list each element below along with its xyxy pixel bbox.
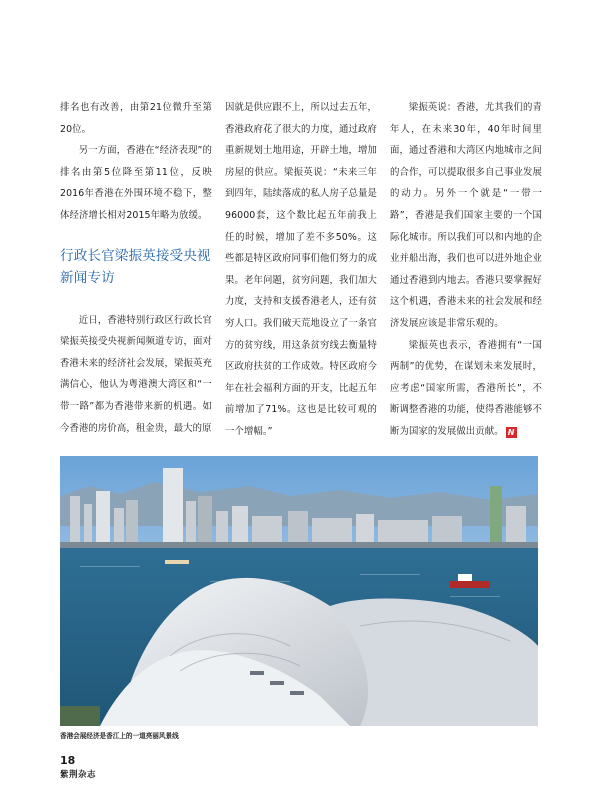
- paragraph: 梁振英说：香港，尤其我们的青年人，在未来30年，40年时间里面，通过香港和大湾区内地城市之间的合作，可以提取很多自己事业发展的动力。另外一个就是“一带一路”，香港是我们国家主要的一个国际化城市。所以我们可以和内地的企业并船出海，我们也可以进外地企业通过香港到内地去。香港只要掌握好这个机遇，香港未来的社会发展和经济发展应该是非常乐观的。: [390, 102, 542, 329]
- column-2: [225, 97, 377, 443]
- photo-caption: 香港会展经济是香江上的一道亮丽风景线: [60, 732, 179, 740]
- paragraph-text: 梁振英也表示，香港拥有“一国两制”的优势，在谋划未来发展时，应考虑“国家所需，香港所长”，不断调整香港的功能，使得香港能够不断为国家的发展做出贡献。: [390, 339, 542, 437]
- paragraph: 另一方面，香港在“经济表现”的排名由第5位降至第11位，反映2016年香港在外围环境不稳下，整体经济增长相对2015年略为放缓。: [60, 145, 212, 221]
- harbour-photo: [60, 456, 538, 726]
- paragraph: 因就是供应跟不上，所以过去五年，香港政府花了很大的力度，通过政府重新规划土地用途，开辟土地，增加房屋的供应。梁振英说：“未来三年到四年，陆续落成的私人房子总量是96000套，这个数比起五年前我上任的时候，增加了差不多50%。这些都是特区政府同事们他们努力的成果。老年问题，贫穷问题，我们加大力度，支持和支援香港老人，还有贫穷人口。我们破天荒地设立了一条官方的贫穷线，用这条贫穷线去衡量特区政府扶贫的工作成效。特区政府今年在社会福利方面的开支，比起五年前增加了71%。这也是比较可观的一个增幅。”: [225, 102, 377, 437]
- article-end-mark-icon: N: [506, 427, 517, 438]
- paragraph: [390, 335, 542, 443]
- column-3: [390, 97, 542, 443]
- paragraph: 近日，香港特别行政区行政长官梁振英接受央视新闻频道专访，面对香港未来的经济社会发展，梁振英充满信心，他认为粤港澳大湾区和“一带一路”都为香港带来新的机遇。如今香港的房价高，租金贵，最大的原: [60, 314, 212, 434]
- page-number: 18: [60, 754, 76, 767]
- magazine-title: 紫荆杂志: [60, 770, 97, 780]
- victoria-harbour-image: [60, 456, 538, 726]
- column-1: [60, 97, 212, 439]
- section-heading: 行政长官梁振英接受央视新闻专访: [60, 247, 211, 286]
- paragraph: 排名也有改善，由第21位微升至第20位。: [60, 102, 212, 135]
